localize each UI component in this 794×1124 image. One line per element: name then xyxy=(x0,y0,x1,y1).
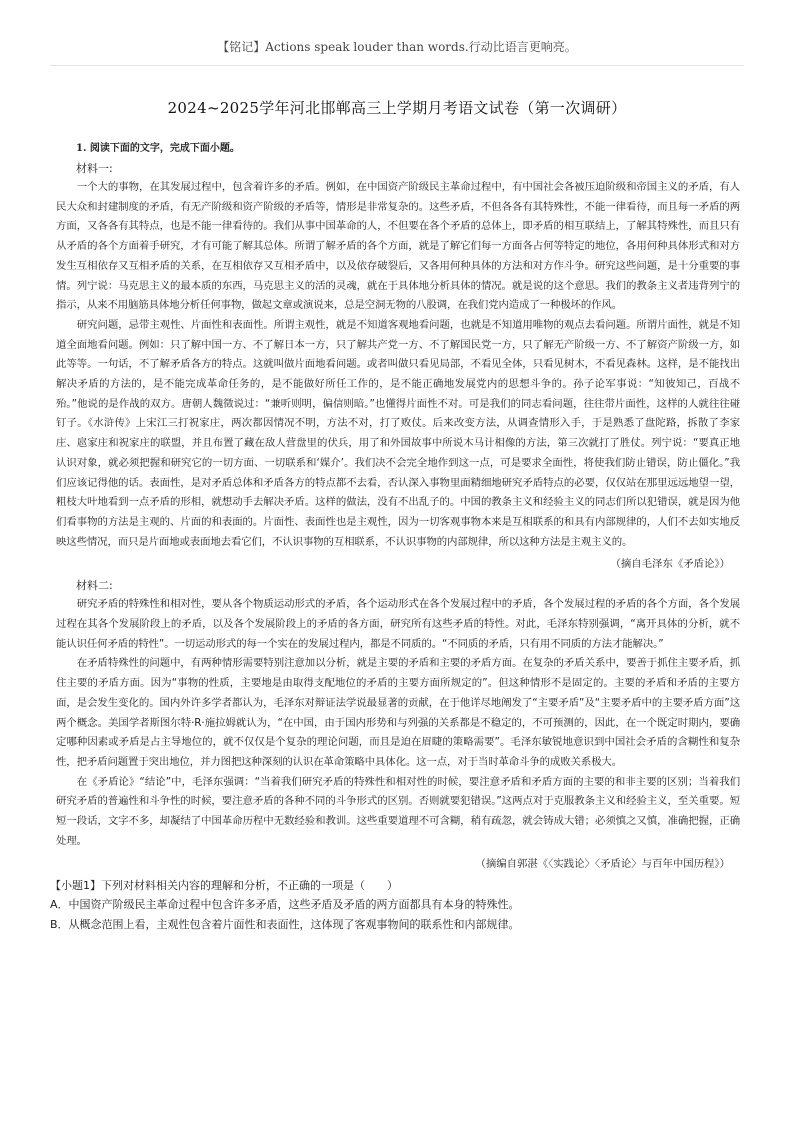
material1-paragraph: 研究问题，忌带主观性、片面性和表面性。所谓主观性，就是不知道客观地看问题，也就是不知道用唯物的观点去看问题。所谓片面性，就是不知道全面地看问题。例如：只了解中国一方、不了解日本一方，只了解共产党一方、不了解国民党一方，只了解无产阶级一方、不了解资产阶级一方，如此等等。一句话，不了解矛盾各方的特点。这就叫做片面地看问题。或者叫做只看见局部，不看见全体，只看见树木，不看见森林。这样，是不能找出解决矛盾的方法的，是不能完成革命任务的，是不能做好所任工作的，是不能正确地发展党内的思想斗争的。孙子论军事说：“知彼知己，百战不殆。”他说的是作战的双方。唐朝人魏徵说过：“兼听则明，偏信则暗。”也懂得片面性不对。可是我们的同志看问题，往往带片面性，这样的人就往往碰钉子。《水浒传》上宋江三打祝家庄，两次都因情况不明，方法不对，打了败仗。后来改变方法，从调查情形入手，于是熟悉了盘陀路，拆散了李家庄、扈家庄和祝家庄的联盟，并且布置了藏在敌人营盘里的伏兵，用了和外国故事中所说木马计相像的方法，第三次就打了胜仗。列宁说：“要真正地认识对象，就必须把握和研究它的一切方面、一切联系和‘媒介’。我们决不会完全地作到这一点，可是要求全面性，将使我们防止错误，防止僵化。”我们应该记得他的话。表面性，是对矛盾总体和矛盾各方的特点都不去看，否认深入事物里面精细地研究矛盾特点的必要，仅仅站在那里远远地望一望，粗枝大叶地看到一点矛盾的形相，就想动手去解决矛盾。这样的做法，没有不出乱子的。中国的教条主义和经验主义的同志们所以犯错误，就是因为他们看事物的方法是主观的、片面的和表面的。片面性、表面性也是主观性，因为一切客观事物本来是互相联系的和具有内部规律的，人们不去如实地反映这些情况，而只是片面地或表面地去看它们，不认识事物的互相联系，不认识事物的内部规律，所以这种方法是主观主义的。 xyxy=(56,318,740,548)
subquestion-stem: 【小题1】下列对材料相关内容的理解和分析，不正确的一项是（ ） xyxy=(50,878,398,892)
material1-paragraph: 一个大的事物，在其发展过程中，包含着许多的矛盾。例如，在中国资产阶级民主革命过程中，有中国社会各被压迫阶级和帝国主义的矛盾，有人民大众和封建制度的矛盾，有无产阶级和资产阶级的矛盾等，情形是非常复杂的。这些矛盾，不但各各有其特殊性，不能一律看待，而且每一矛盾的两方面，又各各有其特点，也是不能一律看待的。我们从事中国革命的人，不但要在各个矛盾的总体上，即矛盾的相互联结上，了解其特殊性，而且只有从矛盾的各个方面着手研究，才有可能了解其总体。所谓了解矛盾的各个方面，就是了解它们每一方面各占何等特定的地位，各用何种具体形式和对方发生互相依存又互相矛盾的关系，在互相依存又互相矛盾中，以及依存破裂后，又各用何种具体的方法和对方作斗争。研究这些问题，是十分重要的事情。列宁说：马克思主义的最本质的东西，马克思主义的活的灵魂，就在于具体地分析具体的情况。就是说的这个意思。我们的教条主义者违背列宁的指示，从来不用脑筋具体地分析任何事物，做起文章或演说来，总是空洞无物的八股调，在我们党内造成了一种极坏的作风。 xyxy=(56,181,740,312)
content-body xyxy=(50,139,740,935)
material1-label: 材料一: xyxy=(76,162,113,175)
header-motto: 【铭记】Actions speak louder than words.行动比语言更响亮。 xyxy=(217,40,577,54)
header-divider xyxy=(50,65,744,66)
option-a: A．中国资产阶级民主革命过程中包含许多矛盾，这些矛盾及矛盾的两方面都具有本身的特殊性。 xyxy=(50,897,520,911)
material2-paragraph: 研究矛盾的特殊性和相对性，要从各个物质运动形式的矛盾，各个运动形式在各个发展过程中的矛盾，各个发展过程的矛盾的各个方面，各个发展过程在其各个发展阶段上的矛盾，以及各个发展阶段上的矛盾的各方面，研究所有这些矛盾的特性。对此，毛泽东特别强调，“离开具体的分析，就不能认识任何矛盾的特性”。一切运动形式的每一个实在的发展过程内，都是不同质的。“不同质的矛盾，只有用不同质的方法才能解决。” xyxy=(56,598,740,650)
material1-source: （摘自毛泽东《矛盾论》） xyxy=(610,558,730,571)
page-title: 2024~2025学年河北邯郸高三上学期月考语文试卷（第一次调研） xyxy=(167,99,627,117)
material2-paragraph: 在矛盾特殊性的问题中，有两种情形需要特别注意加以分析，就是主要的矛盾和主要的矛盾方面。在复杂的矛盾关系中，要善于抓住主要矛盾，抓住主要的矛盾方面。因为“事物的性质，主要地是由取得支配地位的矛盾的主要方面所规定的”。但这种情形不是固定的。主要的矛盾和矛盾的主要方面，是会发生变化的。国内外许多学者都认为，毛泽东对辩证法学说最显著的贡献，在于他详尽地阐发了“主要矛盾”及“主要矛盾中的主要矛盾方面”这两个概念。美国学者斯图尔特·R·施拉姆就认为，“在中国，由于国内形势和与列强的关系都是不稳定的，不可预测的，因此，在一个既定时期内，要确定哪种因素或矛盾是占主导地位的，就不仅仅是个复杂的理论问题，而且是迫在眉睫的策略需要”。毛泽东敏锐地意识到中国社会矛盾的含糊性和复杂性，把矛盾问题置于突出地位，并力图把这种深刻的认识在革命策略中具体化。这一点，对于当时革命斗争的成败关系极大。 xyxy=(56,657,740,768)
material2-label: 材料二: xyxy=(76,579,113,593)
material2-paragraph: 在《矛盾论》“结论”中，毛泽东强调：“当着我们研究矛盾的特殊性和相对性的时候，要注意矛盾和矛盾方面的主要的和非主要的区别；当着我们研究矛盾的普遍性和斗争性的时候，要注意矛盾的各种不同的斗争形式的区别。否则就要犯错误。”这两点对于克服教条主义和经验主义，至关重要。短短一段话，文字不多，却凝结了中国革命历程中无数经验和教训。这些重要道理不可含糊，稍有疏忽，就会铸成大错；必须慎之又慎，准确把握，正确处理。 xyxy=(56,775,740,847)
material2-source: （摘编自郭湛《〈实践论〉〈矛盾论〉与百年中国历程》） xyxy=(475,857,730,870)
question-intro: 1. 阅读下面的文字，完成下面小题。 xyxy=(76,143,240,154)
option-b: B．从概念范围上看，主观性包含着片面性和表面性，这体现了客观事物间的联系性和内部规律。 xyxy=(50,917,520,931)
